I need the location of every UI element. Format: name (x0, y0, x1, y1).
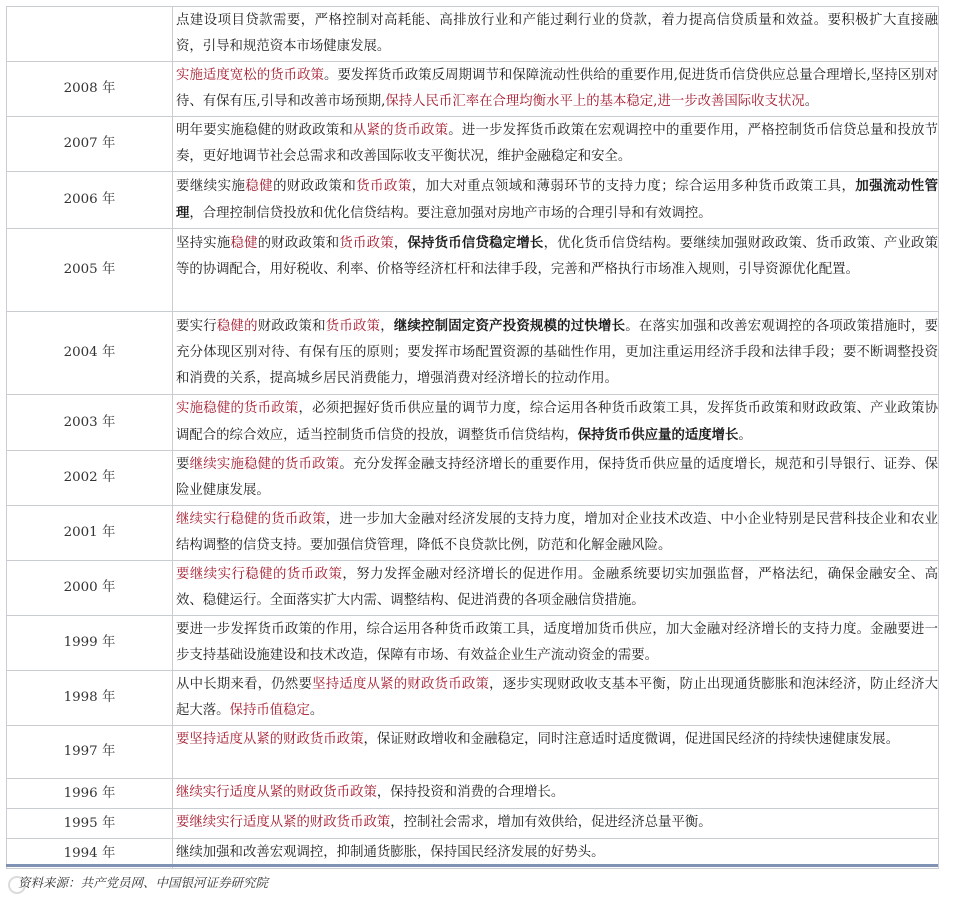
table-row (7, 616, 939, 671)
year-cell: 2004 年 (7, 312, 173, 395)
highlighted-policy-text: 保持币值稳定 (229, 703, 310, 718)
description-text: 。在落实加强和改善宏观调控的各项政策措施时，要充分体现区别对待、有保有压的原则；要发挥市场配置资源的基础性作用，更加注重运用经济手段和法律手段；要不断调整投资和消费的关系，提高城乡居民消费能力，增强消费对经济增长的拉动作用。 (176, 319, 939, 386)
table-row (7, 172, 939, 229)
description-text: 继续加强和改善宏观调控，抑制通货膨胀，保持国民经济发展的好势头。 (176, 845, 605, 860)
policy-description-cell (173, 809, 939, 839)
description-text: ，保证财政增收和金融稳定，同时注意适时适度微调，促进国民经济的持续快速健康发展。 (363, 732, 900, 747)
year-cell: 1998 年 (7, 671, 173, 726)
description-text: 要 (176, 457, 190, 472)
description-text: ，合理控制信贷投放和优化信贷结构。要注意加强对房地产市场的合理引导和有效调控。 (189, 206, 712, 221)
policy-description-cell (173, 779, 939, 809)
description-text: ，必须把握好货币供应量的调节力度，综合运用各种货币政策工具，发挥货币政策和财政政策、产业政策协调配合的综合效应，适当控制货币信贷的投放，调整货币信贷结构， (176, 401, 938, 443)
description-text: 点建设项目贷款需要，严格控制对高耗能、高排放行业和产能过剩行业的贷款，着力提高信贷质量和效益。要积极扩大直接融资，引导和规范资本市场健康发展。 (176, 13, 938, 54)
description-text: ，加大对重点领域和薄弱环节的支持力度；综合运用多种货币政策工具， (411, 179, 856, 194)
description-text: 。充分发挥金融支持经济增长的重要作用，保持货币供应量的适度增长，规范和引导银行、证券、保险业健康发展。 (176, 457, 939, 498)
year-cell: 1999 年 (7, 616, 173, 671)
highlighted-policy-text: 要坚持适度从紧的财政货币政策 (176, 732, 364, 747)
year-cell: 2003 年 (7, 395, 173, 451)
table-row (7, 561, 939, 616)
highlighted-policy-text: 实施稳健的货币政策 (176, 401, 299, 416)
description-text: ，保持投资和消费的合理增长。 (376, 785, 565, 800)
description-text: 财政政策和 (257, 319, 326, 334)
policy-description-cell (173, 312, 939, 395)
table-row (7, 229, 939, 312)
description-text: 的财政政策和 (257, 236, 340, 251)
policy-description-cell (173, 671, 939, 726)
year-cell: 1997 年 (7, 726, 173, 779)
policy-description-cell (173, 62, 939, 117)
highlighted-policy-text: 货币政策 (325, 319, 381, 334)
table-bottom-rule (6, 864, 938, 867)
highlighted-policy-text: 要继续实行稳健的货币政策 (176, 567, 343, 582)
year-cell: 2001 年 (7, 506, 173, 561)
policy-description-cell (173, 395, 939, 451)
year-cell: 2000 年 (7, 561, 173, 616)
year-cell: 1996 年 (7, 779, 173, 809)
policy-table (6, 6, 939, 869)
table-row (7, 809, 939, 839)
table-row (7, 506, 939, 561)
description-text: 从中长期来看，仍然要 (176, 677, 313, 692)
highlighted-policy-text: 货币政策 (356, 179, 412, 194)
policy-description-cell (173, 451, 939, 506)
table-row (7, 312, 939, 395)
description-text: ，逐步实现财政收支基本平衡，防止出现通货膨胀和泡沫经济，防止经济大起大落。 (176, 677, 939, 718)
highlighted-policy-text: 继续实行适度从紧的财政货币政策 (176, 785, 377, 800)
highlighted-policy-text: 从紧的货币政策 (352, 123, 449, 138)
year-cell: 2002 年 (7, 451, 173, 506)
highlighted-policy-text: 货币政策 (339, 236, 394, 251)
description-text: 明年要实施稳健的财政政策和 (176, 123, 353, 138)
highlighted-policy-text: 稳健的 (216, 319, 258, 334)
year-cell: 1994 年 (7, 839, 173, 869)
year-cell: 2007 年 (7, 117, 173, 172)
description-text: 。 (738, 428, 752, 443)
table-row (7, 726, 939, 779)
description-text: ，进一步加大金融对经济发展的支持力度，增加对企业技术改造、中小企业特别是民营科技企业和农业结构调整的信贷支持。要加强信贷管理，降低不良贷款比例，防范和化解金融风险。 (176, 512, 939, 553)
highlighted-policy-text: 坚持适度从紧的财政货币政策 (312, 677, 490, 692)
highlighted-policy-text: 继续实行稳健的货币政策 (176, 512, 326, 527)
highlighted-policy-text: 稳健 (245, 179, 274, 194)
emphasized-text: 保持货币供应量的适度增长 (577, 427, 739, 443)
emphasized-text: 继续控制固定资产投资规模的过快增长 (393, 318, 626, 334)
year-cell: 1995 年 (7, 809, 173, 839)
table-row (7, 671, 939, 726)
year-cell: 2006 年 (7, 172, 173, 229)
policy-description-cell (173, 7, 939, 62)
highlighted-policy-text: 继续实施稳健的货币政策 (189, 457, 340, 472)
policy-description-cell (173, 616, 939, 671)
policy-description-cell (173, 506, 939, 561)
policy-description-cell (173, 117, 939, 172)
description-text: ，努力发挥金融对经济增长的促进作用。金融系统要切实加强监督，严格法纪，确保金融安全、高效、稳健运行。全面落实扩大内需、调整结构、促进消费的各项金融信贷措施。 (176, 567, 938, 608)
table-row (7, 779, 939, 809)
description-text: 的财政政策和 (273, 179, 357, 194)
emphasized-text: 保持货币信贷稳定增长 (407, 235, 544, 251)
description-text: 要实行 (176, 319, 217, 334)
description-text: 。 (804, 94, 819, 109)
table-row (7, 7, 939, 62)
highlighted-policy-text: 要继续实行适度从紧的财政货币政策 (176, 815, 391, 830)
policy-table-body (7, 7, 939, 869)
description-text: 要继续实施 (176, 179, 246, 194)
year-cell: 2005 年 (7, 229, 173, 312)
policy-table-container (6, 6, 938, 869)
table-row (7, 395, 939, 451)
description-text: 坚持实施 (176, 236, 231, 251)
highlighted-policy-text: 保持人民币汇率在合理均衡水平上的基本稳定,进一步改善国际收支状况 (385, 94, 805, 109)
table-row (7, 451, 939, 506)
highlighted-policy-text: 实施适度宽松的货币政策 (176, 68, 324, 83)
description-text: 。进一步发挥货币政策在宏观调控中的重要作用，严格控制货币信贷总量和投放节奏，更好地调节社会总需求和改善国际收支平衡状况，维护金融稳定和安全。 (176, 123, 939, 164)
highlighted-policy-text: 稳健 (230, 236, 258, 251)
description-text: 要进一步发挥货币政策的作用，综合运用各种货币政策工具，适度增加货币供应，加大金融对经济增长的支持力度。金融要进一步支持基础设施建设和技术改造，保障有市场、有效益企业生产流动资金的需要。 (176, 622, 938, 663)
policy-description-cell (173, 172, 939, 229)
description-text: ， (380, 319, 394, 334)
table-row (7, 62, 939, 117)
table-row (7, 117, 939, 172)
description-text: 。 (309, 703, 324, 718)
policy-description-cell (173, 229, 939, 312)
description-text: ，优化货币信贷结构。要继续加强财政政策、货币政策、产业政策等的协调配合，用好税收、利率、价格等经济杠杆和法律手段，完善和严格执行市场准入规则，引导资源优化配置。 (176, 236, 939, 277)
description-text: ，控制社会需求，增加有效供给，促进经济总量平衡。 (390, 815, 712, 830)
description-text: 。要发挥货币政策反周期调节和保障流动性供给的重要作用,促进货币信贷供应总量合理增长,坚持区别对待、有保有压,引导和改善市场预期, (176, 68, 939, 109)
emphasized-text: 加强流动性管理 (176, 178, 939, 221)
source-note: 资料来源：共产党员网、中国银河证券研究院 (18, 875, 269, 890)
policy-description-cell (173, 561, 939, 616)
year-cell (7, 7, 173, 62)
year-cell: 2008 年 (7, 62, 173, 117)
policy-description-cell (173, 726, 939, 779)
description-text: ， (393, 236, 408, 251)
